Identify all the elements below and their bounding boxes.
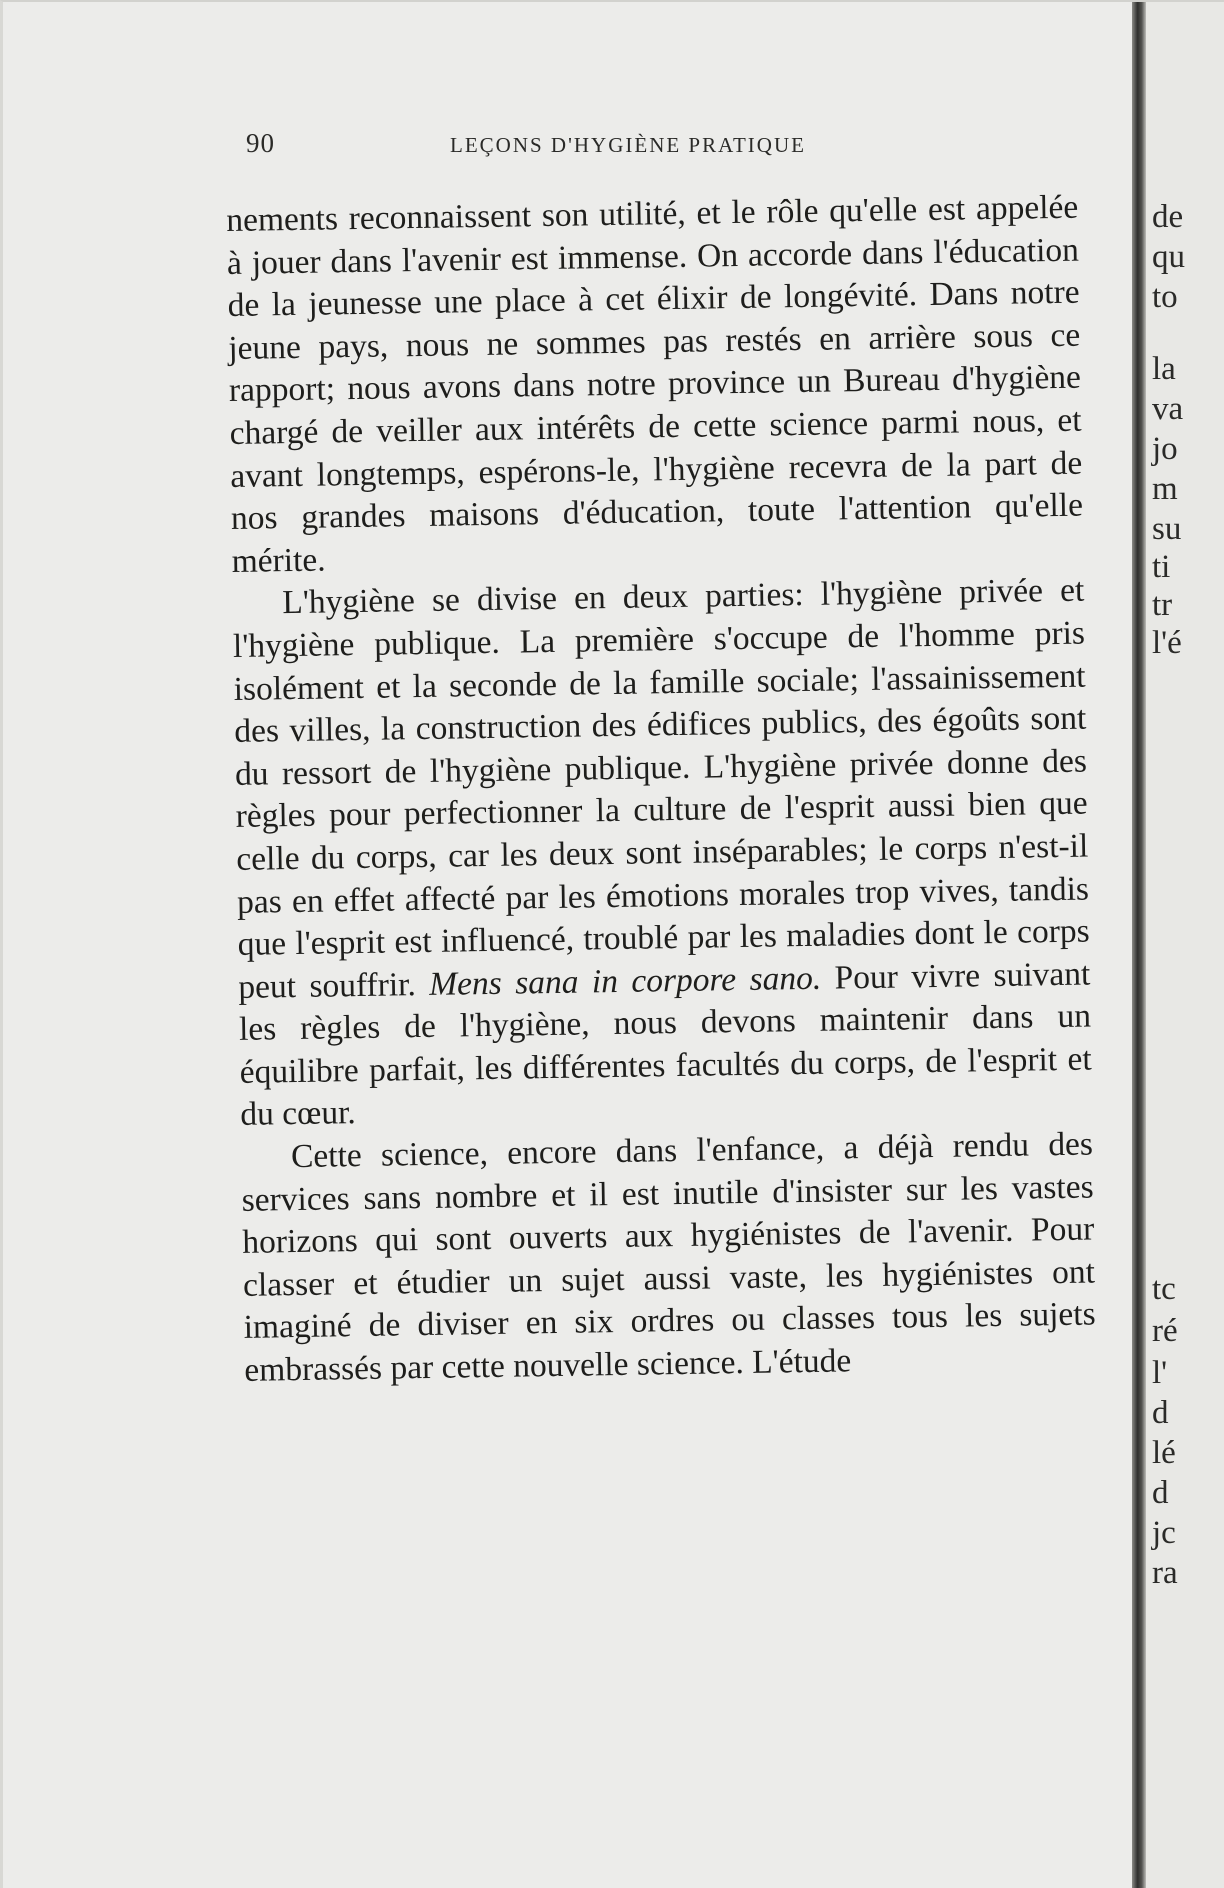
paragraph: nements reconnaissent son utilité, et le rôle qu'elle est appelée à jouer dans l'avenir est immense. On accorde dans l'éducation de la jeunesse une place à cet élixir de longévité. Dans notre jeune pays, nous ne sommes pas restés en arrière sous ce rapport; nous avons dans notre province un Bureau d'hygiène chargé de veiller aux intérêts de cette science parmi nous, et avant longtemps, espérons-le, l'hygiène recevra de la part de nos grandes maisons d'éducation, toute l'attention qu'elle mérite. <box>226 188 1084 580</box>
facing-fragment: jc <box>1152 1515 1176 1551</box>
facing-fragment: la <box>1152 351 1176 387</box>
facing-fragment: ra <box>1152 1555 1178 1591</box>
facing-fragment: ti <box>1152 549 1171 585</box>
page-number: 90 <box>246 128 275 158</box>
paragraph-text: Pour vivre suivant les règles de l'hygiène, nous devons maintenir dans un équilibre parfait, les différentes facultés du corps, de l'esprit et du cœur. <box>238 955 1092 1134</box>
facing-fragment: tc <box>1152 1271 1176 1307</box>
running-title: LEÇONS D'HYGIÈNE PRATIQUE <box>450 133 806 157</box>
facing-fragment: va <box>1152 391 1184 427</box>
paragraph-text: L'hygiène se divise en deux parties: l'hygiène privée et l'hygiène publique. La première s'occupe de l'homme pris isolément et la seconde de la famille sociale; l'assainissement des villes, la construction des édifices publics, des égoûts sont du ressort de l'hygiène publique. L'hygiène privée donne des règles pour perfectionner la culture de l'esprit aussi bien que celle du corps, car les deux sont inséparables; le corps n'est-il pas en effet affecté par les émotions morales trop vives, tandis que l'esprit est influencé, troublé par les maladies dont le corps peut souffrir. <box>232 571 1090 1006</box>
facing-fragment: m <box>1152 471 1178 507</box>
facing-fragment: ré <box>1152 1313 1178 1349</box>
facing-fragment: to <box>1152 279 1178 315</box>
facing-fragment: qu <box>1152 239 1185 275</box>
facing-fragment: de <box>1152 199 1184 235</box>
paragraph: Cette science, encore dans l'enfance, a déjà rendu des services sans nombre et il est inutile d'insister sur les vastes horizons qui sont ouverts aux hygiénistes de l'avenir. Pour classer et étudier un sujet aussi vaste, les hygiénistes ont imaginé de diviser en six ordres ou classes tous les sujets embrassés par cette nouvelle science. L'étude <box>241 1125 1096 1389</box>
facing-fragment: jo <box>1152 431 1178 467</box>
facing-fragment: d <box>1152 1395 1169 1431</box>
facing-fragment: l' <box>1152 1355 1168 1391</box>
facing-fragment: lé <box>1152 1435 1176 1471</box>
facing-fragment: tr <box>1152 587 1173 623</box>
facing-fragment: l'é <box>1152 625 1182 661</box>
facing-fragment: su <box>1152 511 1182 547</box>
facing-fragment: d <box>1152 1475 1169 1511</box>
latin-quote: Mens sana in corpore sano. <box>428 959 822 1003</box>
